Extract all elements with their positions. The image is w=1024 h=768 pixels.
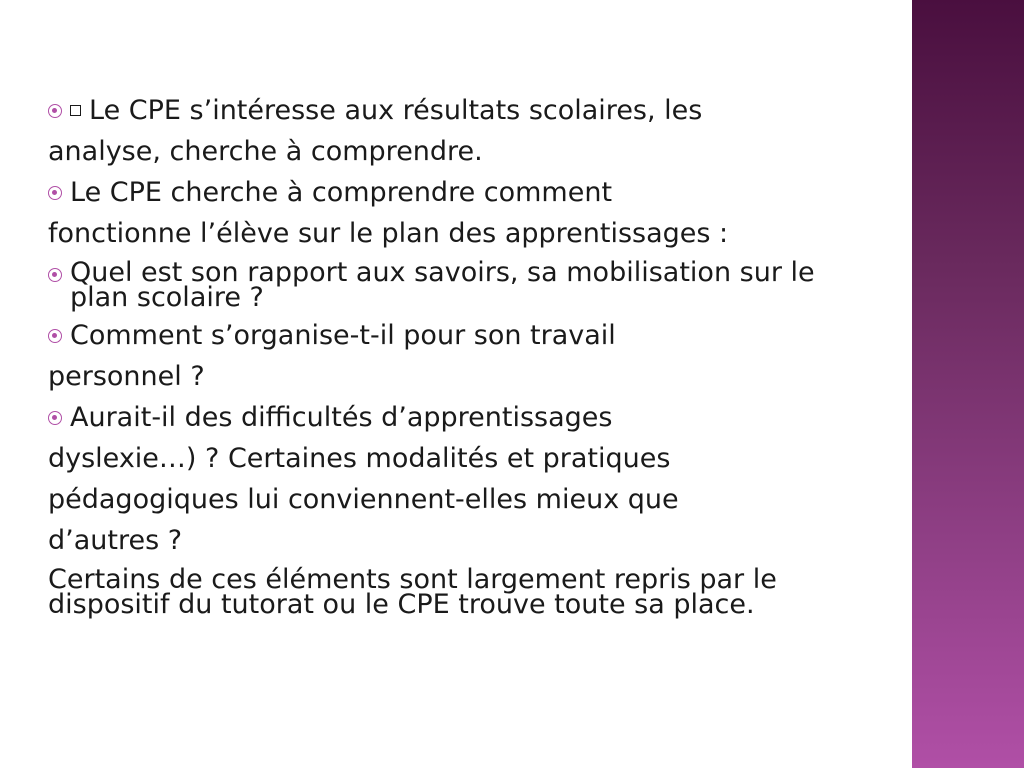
radio-bullet-icon: [48, 268, 62, 282]
bullet-item-3-text: Quel est son rapport aux savoirs, sa mobilisation sur le plan scolaire ?: [70, 257, 815, 313]
closing-paragraph: Certains de ces éléments sont largement repris par le dispositif du tutorat ou le CPE trouve toute sa place.: [48, 564, 777, 620]
bullet-item-2: [48, 178, 848, 208]
bullet-item-5-text: Aurait-il des difficultés d’apprentissages: [70, 402, 613, 433]
small-square-icon: [70, 105, 81, 116]
bullet-item-1-continuation: analyse, cherche à comprendre.: [48, 136, 483, 167]
bullet-item-1-text: Le CPE s’intéresse aux résultats scolaires, les: [70, 96, 702, 126]
slide-content: [48, 96, 848, 628]
bullet-item-4-text: Comment s’organise-t-il pour son travail: [70, 320, 616, 351]
decorative-side-band: [912, 0, 1024, 768]
bullet-item-2-continuation: fonctionne l’élève sur le plan des apprentissages :: [48, 218, 729, 249]
bullet-item-5-continuation-3: d’autres ?: [48, 525, 183, 556]
radio-bullet-icon: [48, 329, 62, 343]
bullet-item-5: [48, 403, 848, 433]
bullet-item-5-continuation-1: dyslexie…) ? Certaines modalités et pratiques: [48, 443, 671, 474]
bullet-item-4: [48, 321, 848, 351]
radio-bullet-icon: [48, 104, 62, 118]
radio-bullet-icon: [48, 411, 62, 425]
radio-bullet-icon: [48, 186, 62, 200]
bullet-item-5-continuation-2: pédagogiques lui conviennent-elles mieux que: [48, 484, 679, 515]
bullet-item-2-text: Le CPE cherche à comprendre comment: [70, 177, 613, 208]
bullet-item-1: [48, 96, 848, 126]
bullet-item-3: [48, 257, 848, 313]
bullet-item-4-continuation: personnel ?: [48, 361, 205, 392]
